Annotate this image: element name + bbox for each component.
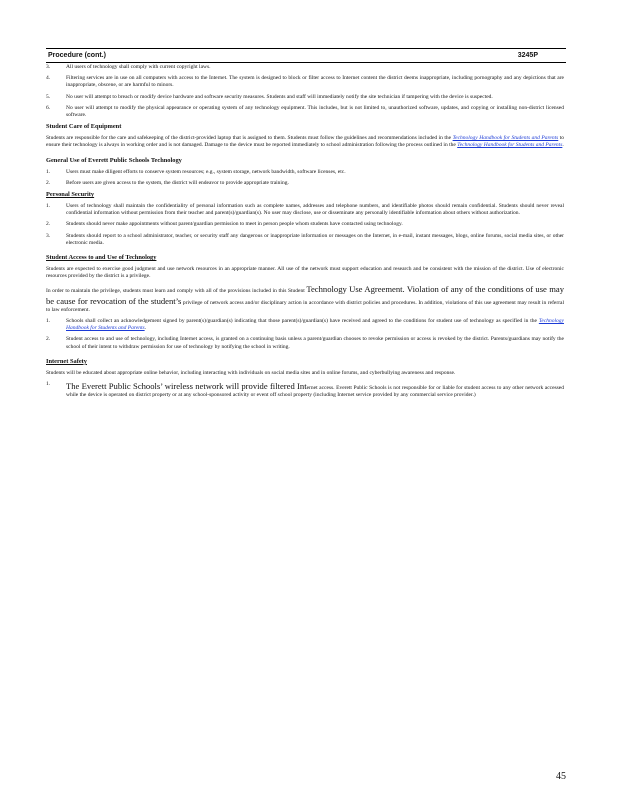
list-text: Filtering services are in use on all computers with access to the Internet. The system is designed to block or filter access to Internet content the district deems inappropriate, including pornography and any depictions that are inappropriate, obscene, or are harmful to minors. <box>66 75 564 89</box>
list-number: 5. <box>46 93 51 100</box>
list-item <box>46 169 564 176</box>
procedure-header <box>46 48 566 63</box>
section-heading-internet-safety: Internet Safety <box>46 357 87 365</box>
list-item <box>46 203 564 217</box>
list-number: 2. <box>46 179 51 186</box>
list-item <box>46 64 564 71</box>
document-body <box>46 64 564 399</box>
internet-safety-text-rest: ernet access. Everett Public Schools is not responsible for or liable for student access to any other network accessed while the device is operated on district property or at any school-sponsored activity or event off school property (including Internet service provided by any commercial service provider.) <box>66 385 564 399</box>
student-care-text-2: to ensure their technology is always in working order and is not damaged. Damage to the device must be reported immediately to school administration following the process outlined in the <box>46 135 565 149</box>
list-text: No user will attempt to modify the physical appearance or operating system of any technology equipment. This includes, but is not limited to, unauthorized software, updates, and copying or installing non-district licensed software. <box>66 104 564 119</box>
list-number: 1. <box>46 203 51 210</box>
procedure-code: 3245P <box>517 52 538 59</box>
student-care-text-3: . <box>562 142 564 149</box>
student-access-paragraph-2 <box>46 284 564 314</box>
student-access-paragraph-1: Students are expected to exercise good judgment and use network resources in an appropriate manner. All use of the network must support education and research and be consistent with the mission of the district. Use of electronic resources provided by the district is a privilege. <box>46 266 564 280</box>
handbook-link-2[interactable]: Technology Handbook for Students and Parents <box>457 142 563 149</box>
list-item <box>46 180 564 187</box>
page-number: 45 <box>556 771 566 782</box>
list-item <box>46 221 564 228</box>
list-text-tail: . <box>144 325 146 332</box>
section-heading-general-use: General Use of Everett Public Schools Technology <box>46 156 182 164</box>
handbook-link-3[interactable]: Technology Handbook for Students and Parents <box>66 318 564 332</box>
list-number: 1. <box>46 381 51 388</box>
list-item <box>46 105 564 119</box>
section-heading-student-care: Student Care of Equipment <box>46 123 122 131</box>
list-number: 1. <box>46 318 51 325</box>
section-heading-student-access: Student Access to and Use of Technology <box>46 254 157 262</box>
list-text: Student access to and use of technology, including Internet access, is granted on a continuing basis unless a parent/guardian chooses to revoke permission or access is revoked by the district. Parents/guardians may notify the school of their intent to withdraw permission for use of technology by notifying the school in writing. <box>66 336 564 350</box>
student-care-text-1: Students are responsible for the care and safekeeping of the district-provided laptop that is assigned to them. Students must follow the guidelines and recommendations included in the <box>46 135 452 142</box>
handbook-link-1[interactable]: Technology Handbook for Students and Parents <box>452 135 559 142</box>
list-text: All users of technology shall comply with current copyright laws. <box>66 64 211 70</box>
list-text: Students should report to a school administrator, teacher, or security staff any dangerous or inappropriate information or messages on the Internet, in e-mail, instant messages, blogs, online forums, social media sites, or other electronic media. <box>66 232 564 246</box>
procedure-label: Procedure (cont.) <box>48 52 106 59</box>
list-item <box>46 381 564 399</box>
section-heading-personal-security: Personal Security <box>46 191 95 199</box>
list-text: Schools shall collect an acknowledgement signed by parent(s)/guardian(s) indicating that those parent(s)/guardian(s) have received and agreed to the conditions for student use of technology as specified in the <box>66 318 537 325</box>
list-item <box>46 233 564 247</box>
list-text: Users must make diligent efforts to conserve system resources; e.g., system storage, network bandwidth, software licenses, etc. <box>66 168 346 175</box>
student-access-text-a: In order to maintain the privilege, students must learn and comply with all of the provisions included in this Student <box>46 288 305 295</box>
list-number: 3. <box>46 232 51 239</box>
list-item <box>46 75 564 89</box>
list-number: 1. <box>46 168 51 175</box>
list-number: 4. <box>46 75 51 82</box>
internet-safety-paragraph: Students will be educated about appropriate online behavior, including interacting with individuals on social media sites and in online forums, and cyberbullying awareness and response. <box>46 369 456 376</box>
internet-safety-text-big: The Everett Public Schools’ wireless network will provide filtered Int <box>66 381 307 392</box>
student-access-text-big: Technology Use Agreement. Violation of any of the conditions of use may be cause for revocation of the student’s <box>46 284 564 306</box>
list-text: Students should never make appointments without parent/guardian permission to meet in person people whom students have contacted using technology. <box>66 221 403 228</box>
list-text: Users of technology shall maintain the confidentiality of personal information such as complete names, addresses and telephone numbers, and identifiable photos should remain confidential. Students should never reveal confidential information without permission from their teacher and parent(s)/guardian(s). No user may disclose, use or disseminate any personally identifiable information about others without authorization. <box>66 203 564 217</box>
list-item <box>46 318 564 332</box>
student-care-paragraph <box>46 135 564 149</box>
list-number: 6. <box>46 104 51 111</box>
list-number: 2. <box>46 221 51 228</box>
student-access-text-b: privilege of network access and/or disciplinary action in accordance with district policies and procedures. In addition, violations of this use agreement may result in referral to law enforcement. <box>46 299 564 313</box>
list-text: No user will attempt to breach or modify device hardware and software security measures. Students and staff will immediately notify the site technician if tampering with the device is suspected. <box>66 93 493 100</box>
list-item <box>46 94 564 101</box>
list-number: 3. <box>46 64 51 70</box>
list-item <box>46 336 564 350</box>
list-text: Before users are given access to the system, the district will endeavor to provide appropriate training. <box>66 179 289 186</box>
list-number: 2. <box>46 336 51 343</box>
